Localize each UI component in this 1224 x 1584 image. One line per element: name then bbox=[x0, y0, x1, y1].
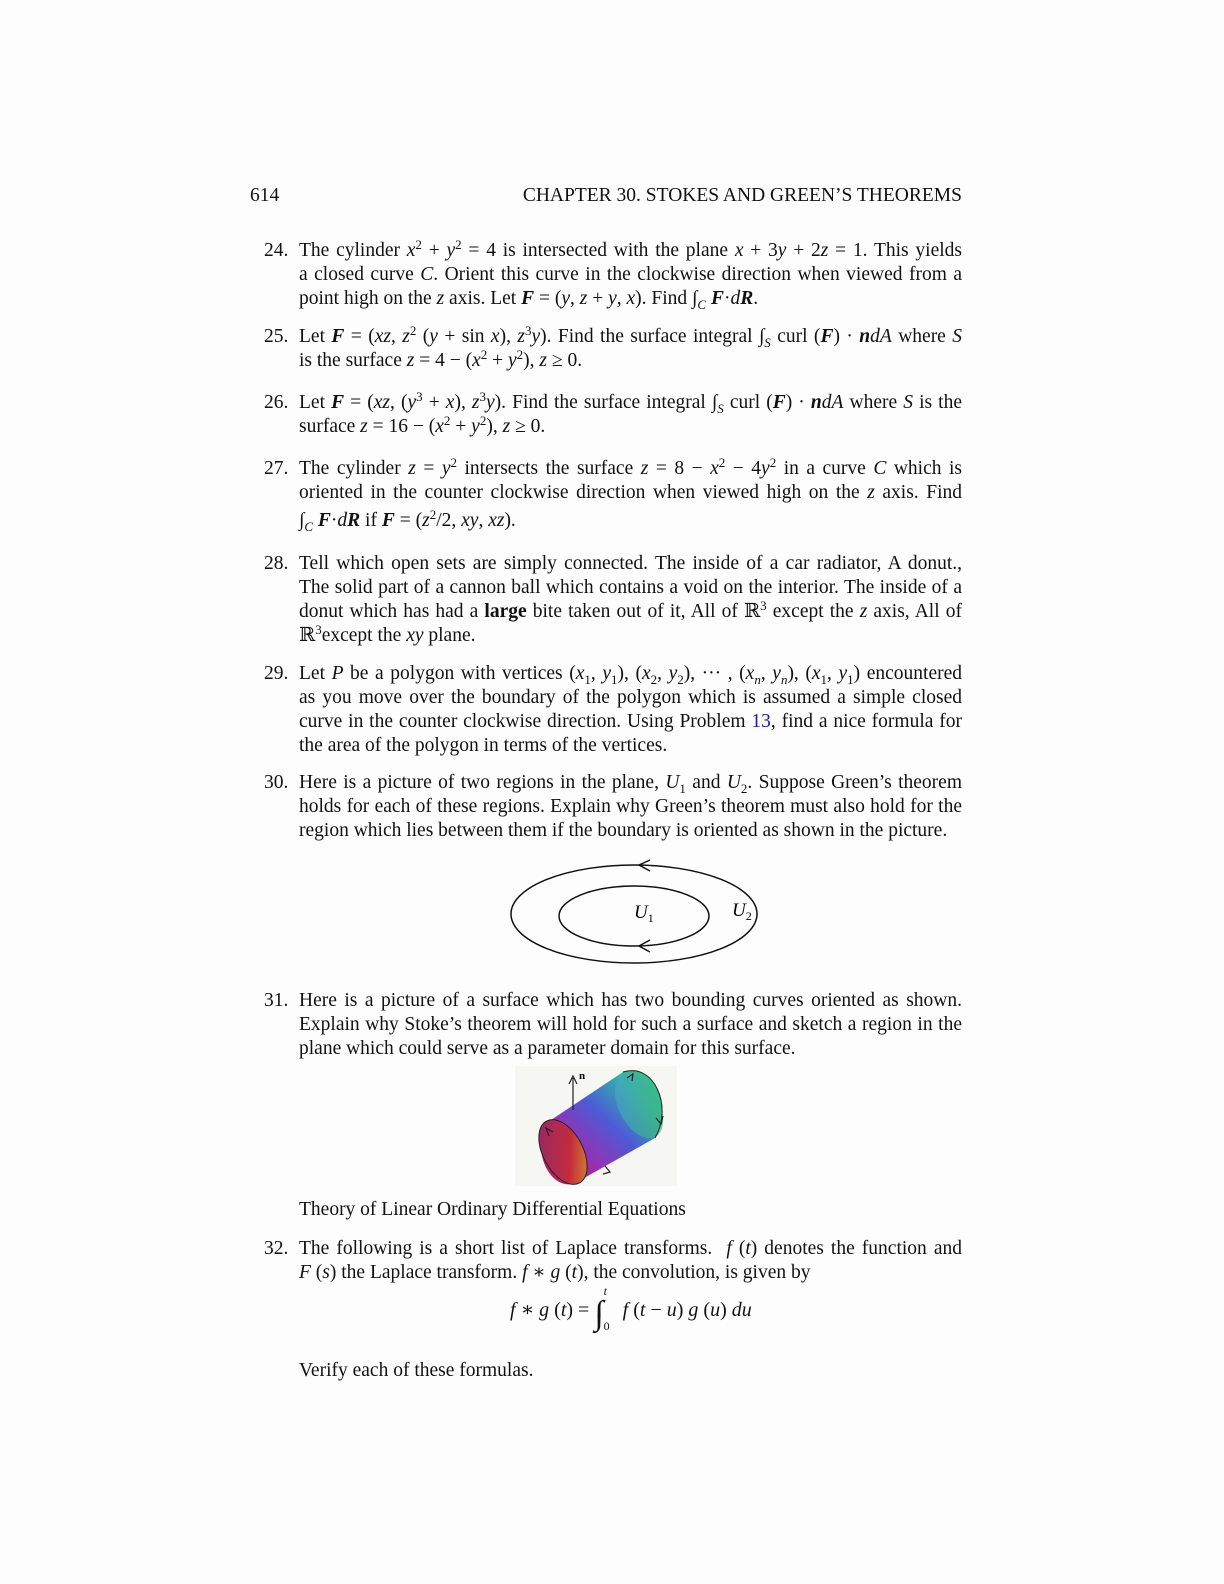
running-header bbox=[250, 184, 962, 210]
problem-32 bbox=[264, 1237, 962, 1285]
regions-figure bbox=[500, 855, 770, 975]
problem-30 bbox=[264, 771, 962, 843]
surface-figure bbox=[515, 1066, 677, 1186]
problem-line: Here is a picture of two regions in the plane, $U_1$ and $U_2$. Suppose Green’s theorem bbox=[299, 772, 962, 796]
normal-label: n bbox=[579, 1070, 586, 1082]
problem-line: plane which could serve as a parameter domain for this surface. bbox=[299, 1038, 796, 1059]
problem-line: oriented in the counter clockwise direction when viewed high on the z axis. Find bbox=[299, 482, 962, 503]
chapter-title: CHAPTER 30. STOKES AND GREEN’S THEOREMS bbox=[522, 185, 962, 206]
convolution-formula: f ∗ g (t) = ∫ t 0 f (t − u) g (u) du bbox=[510, 1284, 752, 1333]
problem-line: The solid part of a cannon ball which contains a void on the interior. The inside of a bbox=[299, 577, 962, 598]
problem-line: Explain why Stoke’s theorem will hold for such a surface and sketch a region in the bbox=[299, 1014, 962, 1035]
problem-line: The cylinder $x^2 + y^2 = 4$ is intersected with the plane x + 3y + 2z = 1. This yields bbox=[299, 237, 962, 261]
problem-25 bbox=[264, 325, 962, 373]
problem-line: region which lies between them if the boundary is oriented as shown in the picture. bbox=[299, 820, 948, 841]
problem-number: 28. bbox=[264, 553, 289, 574]
problem-line: point high on the z axis. Let F = (y, z + y, x). Find $\int_C$ F·dR. bbox=[299, 288, 759, 312]
problem-line: curve in the counter clockwise direction. Using Problem 13, find a nice formula for bbox=[299, 711, 962, 732]
u2-label: $U_2$ bbox=[732, 900, 752, 923]
u1-label: $U_1$ bbox=[634, 902, 654, 925]
problem-line: surface $z = 16 - (x^2 + y^2)$, z ≥ 0. bbox=[299, 413, 546, 437]
problem-number: 32. bbox=[264, 1238, 289, 1259]
problem-number: 25. bbox=[264, 326, 289, 347]
section-title: Theory of Linear Ordinary Differential Equations bbox=[299, 1199, 686, 1220]
problem-13-link[interactable]: 13 bbox=[751, 711, 771, 732]
problem-29 bbox=[264, 662, 962, 758]
problem-line: Let F = (xz, $(y^3 + x)$, $z^3y$). Find the surface integral $\int_S$ curl (F) · ndA where S is the bbox=[299, 389, 962, 416]
problem-line: Let P be a polygon with vertices ($x_1$, $y_1$), ($x_2$, $y_2$), ··· , ($x_n$, $y_n$), ($x_1$, $y_1$) encountered bbox=[299, 663, 963, 687]
problem-line: ℝ$^3$except the xy plane. bbox=[299, 622, 476, 646]
problem-line: donut which has had a large bite taken out of it, All of ℝ$^3$ except the z axis, All of bbox=[299, 598, 962, 622]
problem-line: Here is a picture of a surface which has two bounding curves oriented as shown. bbox=[299, 990, 962, 1011]
problem-24 bbox=[264, 239, 962, 311]
problem-number: 26. bbox=[264, 392, 289, 413]
problem-line: a closed curve C. Orient this curve in the clockwise direction when viewed from a bbox=[299, 264, 962, 285]
page-number: 614 bbox=[250, 185, 280, 206]
problem-line: holds for each of these regions. Explain why Green’s theorem must also hold for the bbox=[299, 796, 962, 817]
problem-line: $\int_C$ F·dR if $F = (z^2/2$, xy, xz). bbox=[299, 507, 516, 534]
problem-line: Tell which open sets are simply connected. The inside of a car radiator, A donut., bbox=[299, 553, 962, 574]
problem-line: The following is a short list of Laplace transforms. f (t) denotes the function and bbox=[299, 1238, 962, 1259]
problem-number: 27. bbox=[264, 458, 289, 479]
problem-line: F (s) the Laplace transform. f ∗ g (t), the convolution, is given by bbox=[299, 1262, 811, 1283]
problem-line: is the surface $z = 4 - (x^2 + y^2)$, z ≥ 0. bbox=[299, 347, 583, 371]
problem-line: Let F = (xz, $z^2$ (y + sin x), $z^3y$). Find the surface integral $\int_S$ curl (F) · ndA where S bbox=[299, 323, 963, 350]
problem-line: as you move over the boundary of the polygon which is assumed a simple closed bbox=[299, 687, 962, 708]
problem-line: the area of the polygon in terms of the vertices. bbox=[299, 735, 668, 756]
problem-number: 31. bbox=[264, 990, 289, 1011]
problem-number: 30. bbox=[264, 772, 289, 793]
problem-27 bbox=[264, 457, 962, 533]
problem-number: 24. bbox=[264, 240, 289, 261]
verify-text: Verify each of these formulas. bbox=[299, 1360, 534, 1381]
problem-line: The cylinder $z = y^2$ intersects the surface $z = 8 - x^2 - 4y^2$ in a curve C which is bbox=[299, 455, 963, 479]
problem-26 bbox=[264, 391, 962, 439]
problem-31 bbox=[264, 989, 962, 1061]
problem-number: 29. bbox=[264, 663, 289, 684]
problem-28 bbox=[264, 552, 962, 648]
